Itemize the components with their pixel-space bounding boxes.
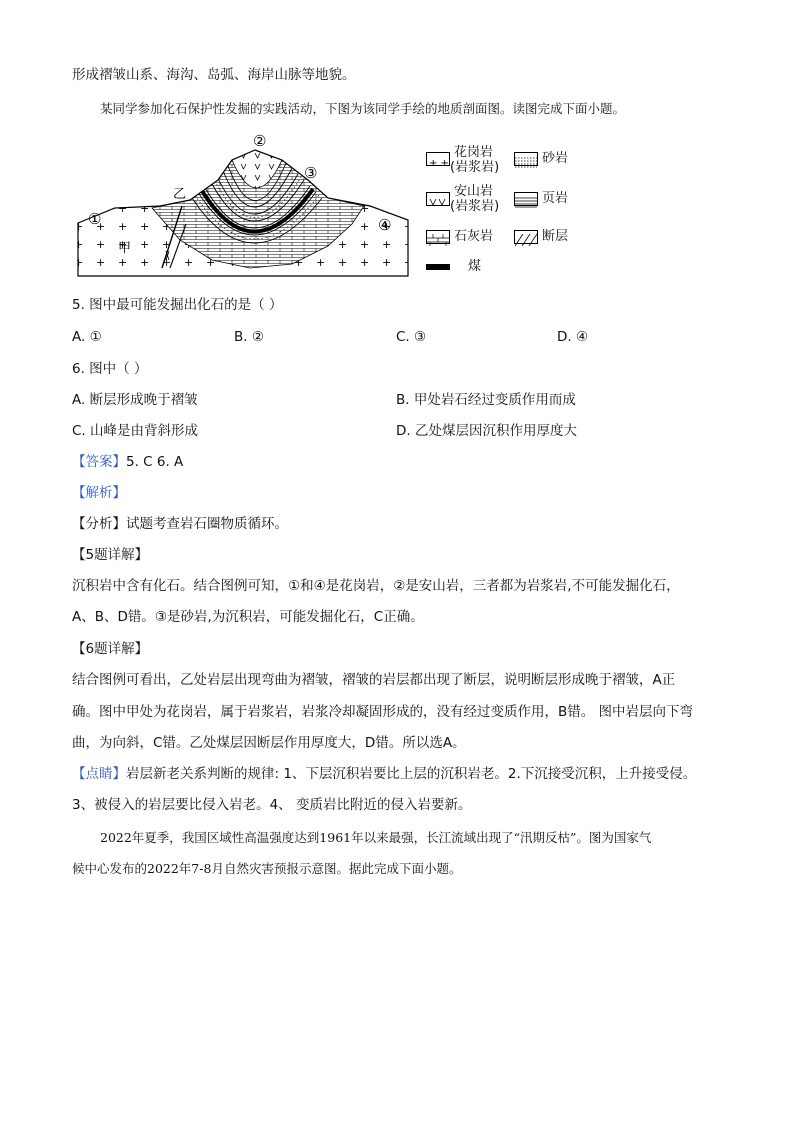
answer-tag: 【答案】: [72, 454, 126, 470]
q6-option-a: A. 断层形成晚于褶皱: [72, 392, 198, 408]
detail-6-heading: 【6题详解】: [72, 641, 149, 657]
legend-andesite: 安山岩: [454, 184, 494, 199]
q5-option-c: C. ③: [396, 329, 427, 345]
passage-2022-line-2: 候中心发布的2022年7-8月自然灾害预报示意图。据此完成下面小题。: [72, 861, 462, 876]
svg-text:+ +: + +: [429, 158, 449, 168]
legend-coal: 煤: [468, 259, 482, 274]
dianjing-line-2: 3、被侵入的岩层要比侵入岩老。4、 变质岩比附近的侵入岩要新。: [72, 797, 472, 813]
legend-sandstone: 砂岩: [542, 151, 569, 166]
legend-granite: 花岗岩: [454, 145, 494, 160]
fenxi-tag: 【分析】: [72, 516, 126, 532]
question-6: 6. 图中（ ）: [72, 361, 148, 377]
sandstone-swatch-icon: [514, 152, 538, 166]
label-yi: 乙: [173, 187, 187, 202]
fault-swatch-icon: [514, 230, 538, 244]
detail-5-line-1: 沉积岩中含有化石。结合图例可知，①和④是花岗岩，②是安山岩，三者都为岩浆岩,不可能发掘化石，: [72, 578, 680, 594]
q5-option-d: D. ④: [557, 329, 589, 345]
dianjing-tag: 【点睛】: [72, 766, 126, 782]
detail-5-heading: 【5题详解】: [72, 547, 149, 563]
mark-3: ③: [304, 164, 318, 182]
detail-5-line-2: A、B、D错。③是砂岩,为沉积岩，可能发掘化石，C正确。: [72, 609, 424, 625]
dianjing-text: 岩层新老关系判断的规律: 1、下层沉积岩要比上层的沉积岩老。2.下沉接受沉积，上升接受侵。: [126, 766, 697, 782]
analysis-line: [72, 515, 288, 533]
detail-6-line-1: 结合图例可看出，乙处岩层出现弯曲为褶皱，褶皱的岩层都出现了断层，说明断层形成晚于褶皱，A正: [72, 672, 676, 688]
q6-option-b: B. 甲处岩石经过变质作用而成: [396, 392, 576, 408]
q5-option-a: A. ①: [72, 329, 102, 345]
limestone-swatch-icon: [426, 230, 450, 244]
mark-4: ④: [378, 216, 392, 234]
mark-1: ①: [88, 210, 102, 228]
fenxi-text: 试题考查岩石圈物质循环。: [126, 516, 288, 532]
legend-fault: 断层: [542, 229, 569, 244]
passage-2022-line-1: 2022年夏季，我国区域性高温强度达到1961年以来最强，长江流域出现了“汛期反枯”。图为国家气: [100, 830, 652, 845]
text-line: 形成褶皱山系、海沟、岛弧、海岸山脉等地貌。: [72, 67, 356, 83]
detail-6-line-2: 确。图中甲处为花岗岩，属于岩浆岩，岩浆冷却凝固形成的，没有经过变质作用，B错。 图中岩层向下弯: [72, 704, 694, 720]
coal-swatch-icon: [426, 264, 450, 270]
dianjing-line-1: [72, 765, 696, 783]
mark-2: ②: [253, 132, 267, 150]
detail-6-line-3: 曲，为向斜，C错。乙处煤层因断层作用厚度大，D错。所以选A。: [72, 735, 466, 751]
analysis-tag: 【解析】: [72, 485, 126, 501]
q6-option-d: D. 乙处煤层因沉积作用厚度大: [396, 423, 577, 439]
cross-section-diagram: [70, 128, 590, 280]
andesite-swatch-icon: [426, 192, 450, 206]
legend-granite-note: (岩浆岩): [450, 160, 500, 175]
legend-shale: 页岩: [542, 191, 569, 206]
answer-line: [72, 453, 183, 471]
legend-limestone: 石灰岩: [454, 229, 494, 244]
geologic-cross-section-figure: [70, 128, 590, 280]
q6-option-c: C. 山峰是由背斜形成: [72, 423, 199, 439]
q5-option-b: B. ②: [234, 329, 264, 345]
question-intro: 某同学参加化石保护性发掘的实践活动，下图为该同学手绘的地质剖面图。读图完成下面小题。: [100, 101, 626, 116]
legend-andesite-note: (岩浆岩): [450, 199, 500, 214]
label-jia: 甲: [118, 241, 132, 256]
shale-swatch-icon: [514, 192, 538, 206]
answer-value: 5. C 6. A: [126, 454, 184, 470]
question-5: 5. 图中最可能发掘出化石的是（ ）: [72, 297, 283, 313]
granite-swatch-icon: [426, 152, 450, 166]
